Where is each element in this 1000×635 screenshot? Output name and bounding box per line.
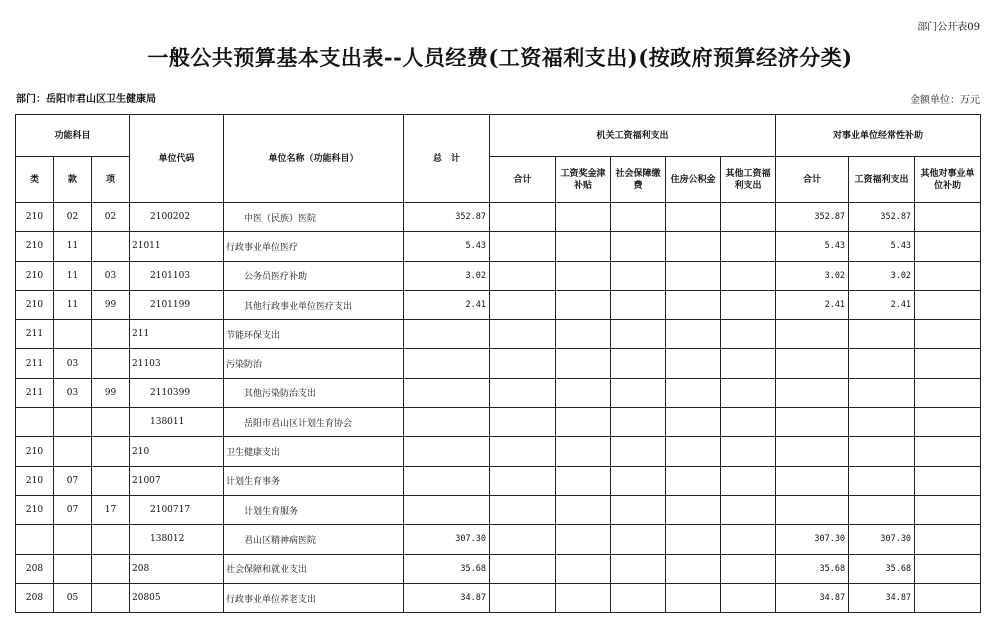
header-inst-other: 其他对事业单位补助 [915, 157, 981, 203]
cell-org-bonus [556, 495, 611, 524]
table-row [16, 408, 981, 437]
cell-total: 2.41 [404, 290, 490, 319]
cell-kuan: 07 [54, 495, 92, 524]
header-lei: 类 [16, 157, 54, 203]
cell-lei: 210 [16, 466, 54, 495]
cell-org-social [611, 495, 666, 524]
cell-org-bonus [556, 378, 611, 407]
table-body [16, 203, 981, 613]
cell-name: 公务员医疗补助 [224, 261, 404, 290]
cell-total: 3.02 [404, 261, 490, 290]
cell-name: 计划生育服务 [224, 495, 404, 524]
cell-org-bonus [556, 466, 611, 495]
cell-code: 21103 [130, 349, 224, 378]
cell-inst-other [915, 378, 981, 407]
cell-inst-total: 34.87 [776, 583, 849, 612]
cell-name: 计划生育事务 [224, 466, 404, 495]
cell-kuan: 07 [54, 466, 92, 495]
cell-org-bonus [556, 554, 611, 583]
cell-inst-other [915, 408, 981, 437]
header-org-other: 其他工资福利支出 [721, 157, 776, 203]
cell-xiang [92, 583, 130, 612]
cell-inst-welfare: 307.30 [849, 525, 915, 554]
cell-code: 2101199 [130, 290, 224, 319]
cell-org-housing [666, 378, 721, 407]
cell-total [404, 320, 490, 349]
cell-inst-total: 307.30 [776, 525, 849, 554]
cell-lei: 208 [16, 583, 54, 612]
table-row [16, 583, 981, 612]
cell-org-housing [666, 290, 721, 319]
cell-org-bonus [556, 203, 611, 232]
cell-inst-other [915, 290, 981, 319]
cell-lei [16, 408, 54, 437]
cell-org-housing [666, 408, 721, 437]
cell-xiang [92, 437, 130, 466]
header-inst-subsidy: 对事业单位经常性补助 [776, 115, 981, 157]
cell-code: 2110399 [130, 378, 224, 407]
header-kuan: 款 [54, 157, 92, 203]
header-name: 单位名称（功能科目） [224, 115, 404, 203]
cell-name: 岳阳市君山区计划生育协会 [224, 408, 404, 437]
cell-org-bonus [556, 349, 611, 378]
cell-inst-other [915, 261, 981, 290]
cell-inst-welfare [849, 378, 915, 407]
cell-code: 2101103 [130, 261, 224, 290]
cell-total: 34.87 [404, 583, 490, 612]
cell-org-total [490, 261, 556, 290]
page-title: 一般公共预算基本支出表--人员经费(工资福利支出)(按政府预算经济分类) [147, 45, 853, 70]
cell-inst-other [915, 583, 981, 612]
cell-org-housing [666, 525, 721, 554]
header-code: 单位代码 [130, 115, 224, 203]
cell-inst-total [776, 378, 849, 407]
cell-kuan: 02 [54, 203, 92, 232]
cell-kuan [54, 437, 92, 466]
cell-org-social [611, 554, 666, 583]
cell-org-total [490, 525, 556, 554]
cell-xiang: 99 [92, 378, 130, 407]
cell-org-total [490, 232, 556, 261]
cell-org-social [611, 408, 666, 437]
cell-lei [16, 525, 54, 554]
cell-xiang: 03 [92, 261, 130, 290]
cell-total [404, 349, 490, 378]
cell-inst-total: 35.68 [776, 554, 849, 583]
cell-total [404, 466, 490, 495]
cell-org-housing [666, 232, 721, 261]
cell-inst-welfare: 34.87 [849, 583, 915, 612]
cell-lei: 211 [16, 378, 54, 407]
cell-org-total [490, 203, 556, 232]
cell-org-housing [666, 466, 721, 495]
table-row [16, 495, 981, 524]
table-row [16, 378, 981, 407]
cell-inst-other [915, 349, 981, 378]
cell-inst-total: 5.43 [776, 232, 849, 261]
cell-org-housing [666, 583, 721, 612]
cell-name: 污染防治 [224, 349, 404, 378]
cell-inst-welfare [849, 495, 915, 524]
cell-kuan: 11 [54, 290, 92, 319]
cell-org-other [721, 232, 776, 261]
cell-inst-welfare [849, 349, 915, 378]
cell-kuan [54, 554, 92, 583]
cell-lei: 210 [16, 232, 54, 261]
cell-org-bonus [556, 320, 611, 349]
cell-org-other [721, 290, 776, 319]
cell-inst-total [776, 349, 849, 378]
cell-code: 138012 [130, 525, 224, 554]
cell-kuan: 11 [54, 261, 92, 290]
cell-org-total [490, 437, 556, 466]
header-total: 总 计 [404, 115, 490, 203]
cell-total: 35.68 [404, 554, 490, 583]
cell-xiang [92, 554, 130, 583]
cell-name: 行政事业单位医疗 [224, 232, 404, 261]
cell-code: 2100202 [130, 203, 224, 232]
cell-org-housing [666, 203, 721, 232]
cell-org-total [490, 408, 556, 437]
cell-lei: 211 [16, 349, 54, 378]
cell-inst-welfare: 2.41 [849, 290, 915, 319]
table-row [16, 232, 981, 261]
cell-org-housing [666, 437, 721, 466]
cell-inst-total: 352.87 [776, 203, 849, 232]
cell-kuan: 03 [54, 378, 92, 407]
header-inst-welfare: 工资福利支出 [849, 157, 915, 203]
cell-lei: 210 [16, 261, 54, 290]
cell-xiang [92, 349, 130, 378]
cell-org-other [721, 320, 776, 349]
table-row [16, 525, 981, 554]
cell-xiang [92, 232, 130, 261]
cell-org-social [611, 466, 666, 495]
cell-inst-other [915, 320, 981, 349]
cell-xiang [92, 408, 130, 437]
cell-kuan [54, 525, 92, 554]
cell-org-total [490, 349, 556, 378]
cell-inst-other [915, 554, 981, 583]
cell-name: 君山区精神病医院 [224, 525, 404, 554]
cell-inst-welfare: 352.87 [849, 203, 915, 232]
cell-inst-other [915, 437, 981, 466]
cell-name: 其他污染防治支出 [224, 378, 404, 407]
cell-org-other [721, 495, 776, 524]
cell-xiang: 17 [92, 495, 130, 524]
header-func: 功能科目 [16, 115, 130, 157]
cell-inst-welfare [849, 466, 915, 495]
cell-lei: 210 [16, 290, 54, 319]
table-row [16, 437, 981, 466]
cell-inst-total [776, 466, 849, 495]
cell-inst-welfare: 3.02 [849, 261, 915, 290]
cell-inst-total: 2.41 [776, 290, 849, 319]
cell-code: 21011 [130, 232, 224, 261]
cell-code: 21007 [130, 466, 224, 495]
cell-org-bonus [556, 290, 611, 319]
cell-org-social [611, 525, 666, 554]
cell-lei: 210 [16, 495, 54, 524]
amount-unit-label: 金额单位：万元 [910, 95, 980, 106]
cell-name: 行政事业单位养老支出 [224, 583, 404, 612]
header-org-total: 合计 [490, 157, 556, 203]
cell-org-social [611, 261, 666, 290]
cell-inst-total [776, 437, 849, 466]
cell-org-social [611, 203, 666, 232]
cell-inst-welfare [849, 437, 915, 466]
header-org-housing: 住房公积金 [666, 157, 721, 203]
cell-name: 节能环保支出 [224, 320, 404, 349]
cell-total: 5.43 [404, 232, 490, 261]
cell-name: 社会保障和就业支出 [224, 554, 404, 583]
cell-org-housing [666, 495, 721, 524]
cell-org-total [490, 378, 556, 407]
table-row [16, 261, 981, 290]
cell-total: 307.30 [404, 525, 490, 554]
cell-org-bonus [556, 232, 611, 261]
header-org-social: 社会保障缴费 [611, 157, 666, 203]
cell-code: 208 [130, 554, 224, 583]
cell-org-bonus [556, 583, 611, 612]
budget-table [15, 114, 981, 613]
cell-org-other [721, 554, 776, 583]
cell-org-total [490, 495, 556, 524]
cell-org-housing [666, 320, 721, 349]
cell-inst-total: 3.02 [776, 261, 849, 290]
cell-org-total [490, 466, 556, 495]
cell-code: 138011 [130, 408, 224, 437]
cell-inst-other [915, 203, 981, 232]
cell-org-other [721, 378, 776, 407]
cell-inst-other [915, 525, 981, 554]
cell-org-total [490, 320, 556, 349]
cell-xiang: 99 [92, 290, 130, 319]
table-row [16, 349, 981, 378]
cell-org-social [611, 232, 666, 261]
cell-inst-total [776, 320, 849, 349]
cell-total [404, 495, 490, 524]
cell-org-other [721, 349, 776, 378]
cell-total [404, 378, 490, 407]
department-label: 部门：岳阳市君山区卫生健康局 [16, 94, 156, 105]
cell-org-total [490, 554, 556, 583]
cell-org-housing [666, 554, 721, 583]
cell-inst-other [915, 495, 981, 524]
cell-org-total [490, 583, 556, 612]
cell-lei: 210 [16, 203, 54, 232]
cell-inst-welfare [849, 320, 915, 349]
cell-xiang [92, 320, 130, 349]
cell-org-other [721, 583, 776, 612]
table-row [16, 203, 981, 232]
cell-name: 卫生健康支出 [224, 437, 404, 466]
cell-org-social [611, 378, 666, 407]
cell-org-other [721, 525, 776, 554]
cell-name: 中医（民族）医院 [224, 203, 404, 232]
cell-org-social [611, 349, 666, 378]
cell-org-other [721, 466, 776, 495]
cell-org-other [721, 261, 776, 290]
table-row [16, 290, 981, 319]
cell-name: 其他行政事业单位医疗支出 [224, 290, 404, 319]
cell-code: 20805 [130, 583, 224, 612]
cell-inst-total [776, 408, 849, 437]
cell-inst-total [776, 495, 849, 524]
cell-org-bonus [556, 525, 611, 554]
cell-total [404, 437, 490, 466]
table-row [16, 320, 981, 349]
cell-inst-other [915, 466, 981, 495]
cell-xiang [92, 466, 130, 495]
table-row [16, 466, 981, 495]
cell-lei: 210 [16, 437, 54, 466]
cell-inst-other [915, 232, 981, 261]
cell-org-other [721, 203, 776, 232]
cell-org-social [611, 320, 666, 349]
cell-inst-welfare [849, 408, 915, 437]
cell-org-social [611, 437, 666, 466]
cell-kuan: 03 [54, 349, 92, 378]
cell-lei: 211 [16, 320, 54, 349]
table-row [16, 554, 981, 583]
cell-code: 211 [130, 320, 224, 349]
cell-kuan [54, 320, 92, 349]
cell-code: 2100717 [130, 495, 224, 524]
cell-kuan: 11 [54, 232, 92, 261]
header-org-bonus: 工资奖金津补贴 [556, 157, 611, 203]
cell-lei: 208 [16, 554, 54, 583]
cell-org-bonus [556, 261, 611, 290]
cell-org-bonus [556, 408, 611, 437]
cell-total: 352.87 [404, 203, 490, 232]
cell-kuan: 05 [54, 583, 92, 612]
cell-org-bonus [556, 437, 611, 466]
cell-inst-welfare: 5.43 [849, 232, 915, 261]
cell-org-housing [666, 261, 721, 290]
cell-org-other [721, 408, 776, 437]
header-inst-total: 合计 [776, 157, 849, 203]
cell-xiang [92, 525, 130, 554]
cell-org-social [611, 583, 666, 612]
cell-xiang: 02 [92, 203, 130, 232]
header-org-salary: 机关工资福利支出 [490, 115, 776, 157]
cell-kuan [54, 408, 92, 437]
cell-org-housing [666, 349, 721, 378]
cell-total [404, 408, 490, 437]
cell-org-total [490, 290, 556, 319]
cell-code: 210 [130, 437, 224, 466]
cell-inst-welfare: 35.68 [849, 554, 915, 583]
cell-org-other [721, 437, 776, 466]
header-xiang: 项 [92, 157, 130, 203]
cell-org-social [611, 290, 666, 319]
table-number-tag: 部门公开表09 [917, 22, 980, 33]
